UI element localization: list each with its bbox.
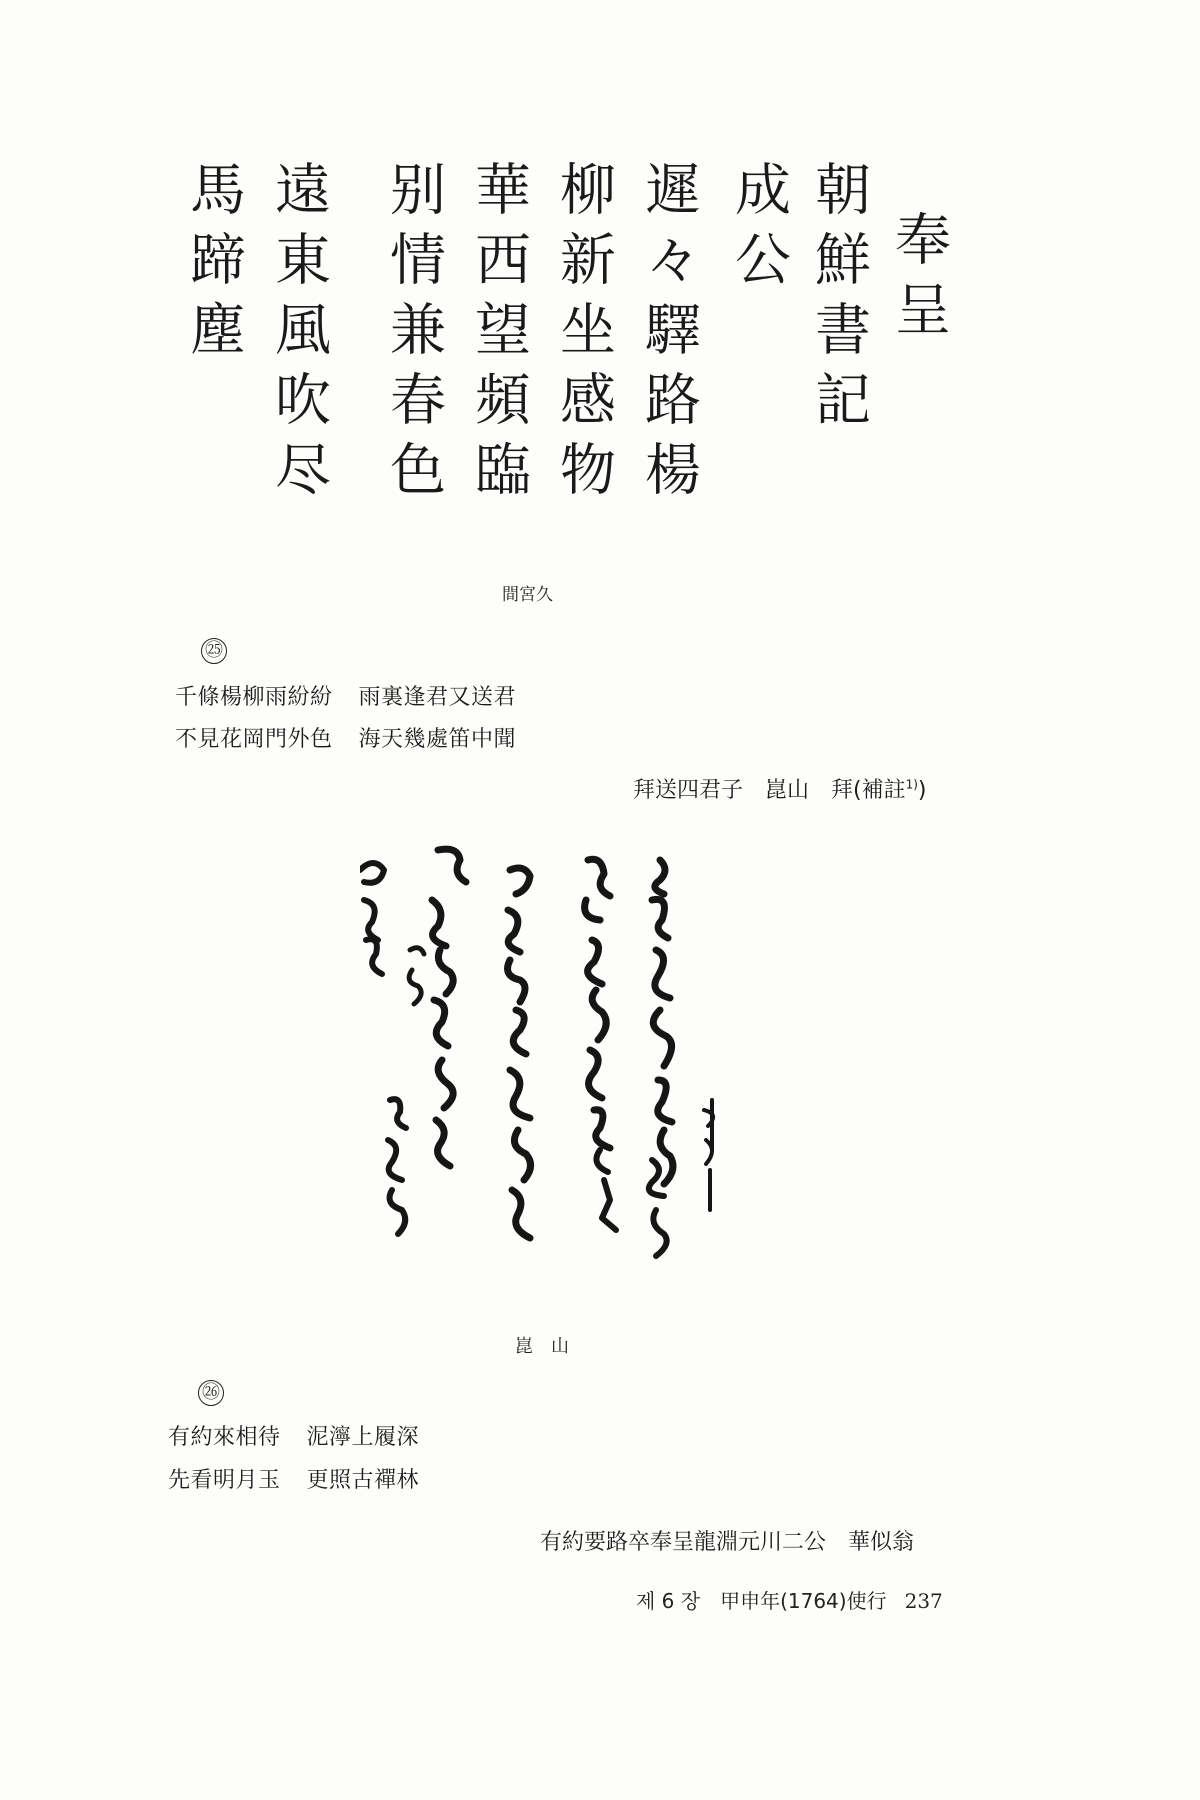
poem-half-line: 不見花岡門外色 bbox=[175, 727, 333, 752]
calligraphy-column: 遠東風吹尽 bbox=[266, 160, 331, 510]
footnote-mark: 1) bbox=[905, 777, 918, 792]
poem-half-line: 泥濘上履深 bbox=[306, 1425, 420, 1450]
poem-line bbox=[168, 1420, 419, 1451]
poem-half-line: 海天幾處笛中聞 bbox=[358, 727, 517, 752]
calligraphy-column: 遲々驛路楊 bbox=[636, 160, 701, 510]
poem-half-line: 雨裏逢君又送君 bbox=[358, 685, 517, 710]
poem-line bbox=[175, 680, 516, 711]
poem-line bbox=[168, 1463, 419, 1494]
cursive-strokes bbox=[360, 840, 730, 1320]
calligraphy-caption: 崑 山 bbox=[515, 1336, 569, 1357]
cursive-calligraphy-image bbox=[360, 840, 730, 1320]
calligraphy-column: 馬蹄塵 bbox=[181, 160, 246, 370]
chapter-heading: 제 6 장 甲申年(1764)使行 bbox=[636, 1589, 887, 1613]
poem-number: ㉖ bbox=[198, 1380, 224, 1406]
poem-half-line: 千條楊柳雨紛紛 bbox=[175, 685, 333, 710]
poem-signature bbox=[633, 773, 927, 804]
calligraphy-column: 朝鮮書記 bbox=[806, 160, 871, 440]
poem-line bbox=[175, 722, 516, 753]
poem-half-line: 有約來相待 bbox=[168, 1425, 281, 1450]
calligraphy-caption: 間宮久 bbox=[502, 585, 553, 605]
calligraphy-column: 柳新坐感物 bbox=[551, 160, 616, 510]
page-number: 237 bbox=[904, 1589, 943, 1613]
poem-half-line: 先看明月玉 bbox=[168, 1468, 281, 1493]
calligraphy-column: 奉呈 bbox=[886, 210, 951, 350]
calligraphy-column: 别情兼春色 bbox=[381, 160, 446, 510]
page-footer bbox=[636, 1585, 943, 1614]
signature-text: 拜送四君子 崑山 拜(補註 bbox=[633, 778, 906, 803]
signature-close: ) bbox=[917, 778, 927, 803]
calligraphy-vertical-block bbox=[170, 160, 970, 580]
calligraphy-column: 華西望頻臨 bbox=[466, 160, 531, 510]
calligraphy-column: 成公 bbox=[726, 160, 791, 300]
poem-half-line: 更照古禪林 bbox=[306, 1468, 420, 1493]
poem-signature: 有約要路卒奉呈龍淵元川二公 華似翁 bbox=[540, 1530, 915, 1555]
poem-number: ㉕ bbox=[201, 638, 227, 664]
